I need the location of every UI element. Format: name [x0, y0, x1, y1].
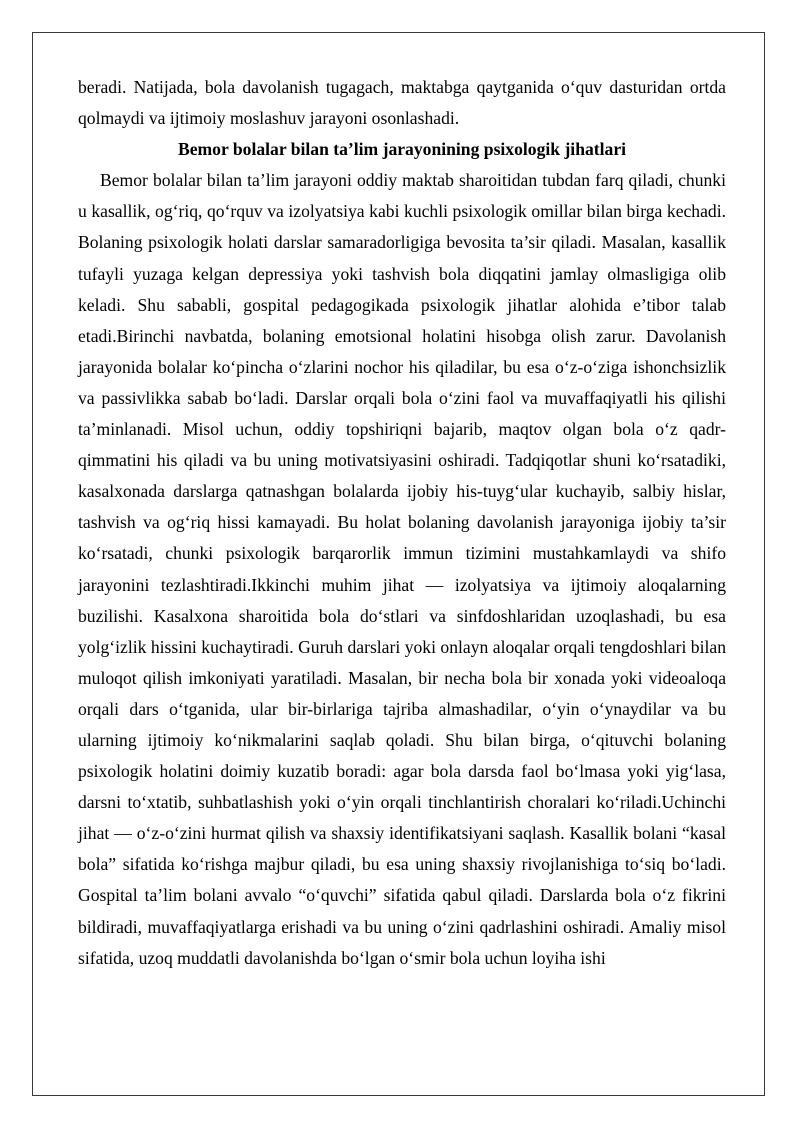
- main-paragraph: Bemor bolalar bilan ta’lim jarayoni oddiy maktab sharoitidan tubdan farq qiladi, chunki u kasallik, og‘riq, qo‘rquv va izolyatsiya kabi kuchli psixologik omillar bilan birga kechadi. Bolaning psixologik holati darslar samaradorligiga bevosita ta’sir qiladi. Masalan, kasallik tufayli yuzaga kelgan depressiya yoki tashvish bola diqqatini jamlay olmasligiga olib keladi. Shu sababli, gospital pedagogikada psixologik jihatlar alohida e’tibor talab etadi.Birinchi navbatda, bolaning emotsional holatini hisobga olish zarur. Davolanish jarayonida bolalar ko‘pincha o‘zlarini nochor his qiladilar, bu esa o‘z-o‘ziga ishonchsizlik va passivlikka sabab bo‘ladi. Darslar orqali bola o‘zini faol va muvaffaqiyatli his qilishi ta’minlanadi. Misol uchun, oddiy topshiriqni bajarib, maqtov olgan bola o‘z qadr-qimmatini his qiladi va bu uning motivatsiyasini oshiradi. Tadqiqotlar shuni ko‘rsatadiki, kasalxonada darslarga qatnashgan bolalarda ijobiy his-tuyg‘ular kuchayib, salbiy hislar, tashvish va og‘riq hissi kamayadi. Bu holat bolaning davolanish jarayoniga ijobiy ta’sir ko‘rsatadi, chunki psixologik barqarorlik immun tizimini mustahkamlaydi va shifo jarayonini tezlashtiradi.Ikkinchi muhim jihat — izolyatsiya va ijtimoiy aloqalarning buzilishi. Kasalxona sharoitida bola do‘stlari va sinfdoshlaridan uzoqlashadi, bu esa yolg‘izlik hissini kuchaytiradi. Guruh darslari yoki onlayn aloqalar orqali tengdoshlari bilan muloqot qilish imkoniyati yaratiladi. Masalan, bir necha bola bir xonada yoki videoaloqa orqali dars o‘tganida, ular bir-birlariga tajriba almashadilar, o‘yin o‘ynaydilar va bu ularning ijtimoiy ko‘nikmalarini saqlab qoladi. Shu bilan birga, o‘qituvchi bolaning psixologik holatini doimiy kuzatib boradi: agar bola darsda faol bo‘lmasa yoki yig‘lasa, darsni to‘xtatib, suhbatlashish yoki o‘yin orqali tinchlantirish choralari ko‘riladi.Uchinchi jihat — o‘z-o‘zini hurmat qilish va shaxsiy identifikatsiyani saqlash. Kasallik bolani “kasal bola” sifatida ko‘rishga majbur qiladi, bu esa uning shaxsiy rivojlanishiga to‘siq bo‘ladi. Gospital ta’lim bolani avvalo “o‘quvchi” sifatida qabul qiladi. Darslarda bola o‘z fikrini bildiradi, muvaffaqiyatlarga erishadi va bu uning o‘zini qadrlashini oshiradi. Amaliy misol sifatida, uzoq muddatli davolanishda bo‘lgan o‘smir bola uchun loyiha ishi: [78, 170, 726, 968]
- section-heading: Bemor bolalar bilan ta’lim jarayonining psixologik jihatlari: [177, 139, 627, 160]
- continuation-paragraph: beradi. Natijada, bola davolanish tugagach, maktabga qaytganida o‘quv dasturidan ortda qolmaydi va ijtimoiy moslashuv jarayoni osonlashadi.: [78, 77, 726, 129]
- document-body: [78, 72, 726, 974]
